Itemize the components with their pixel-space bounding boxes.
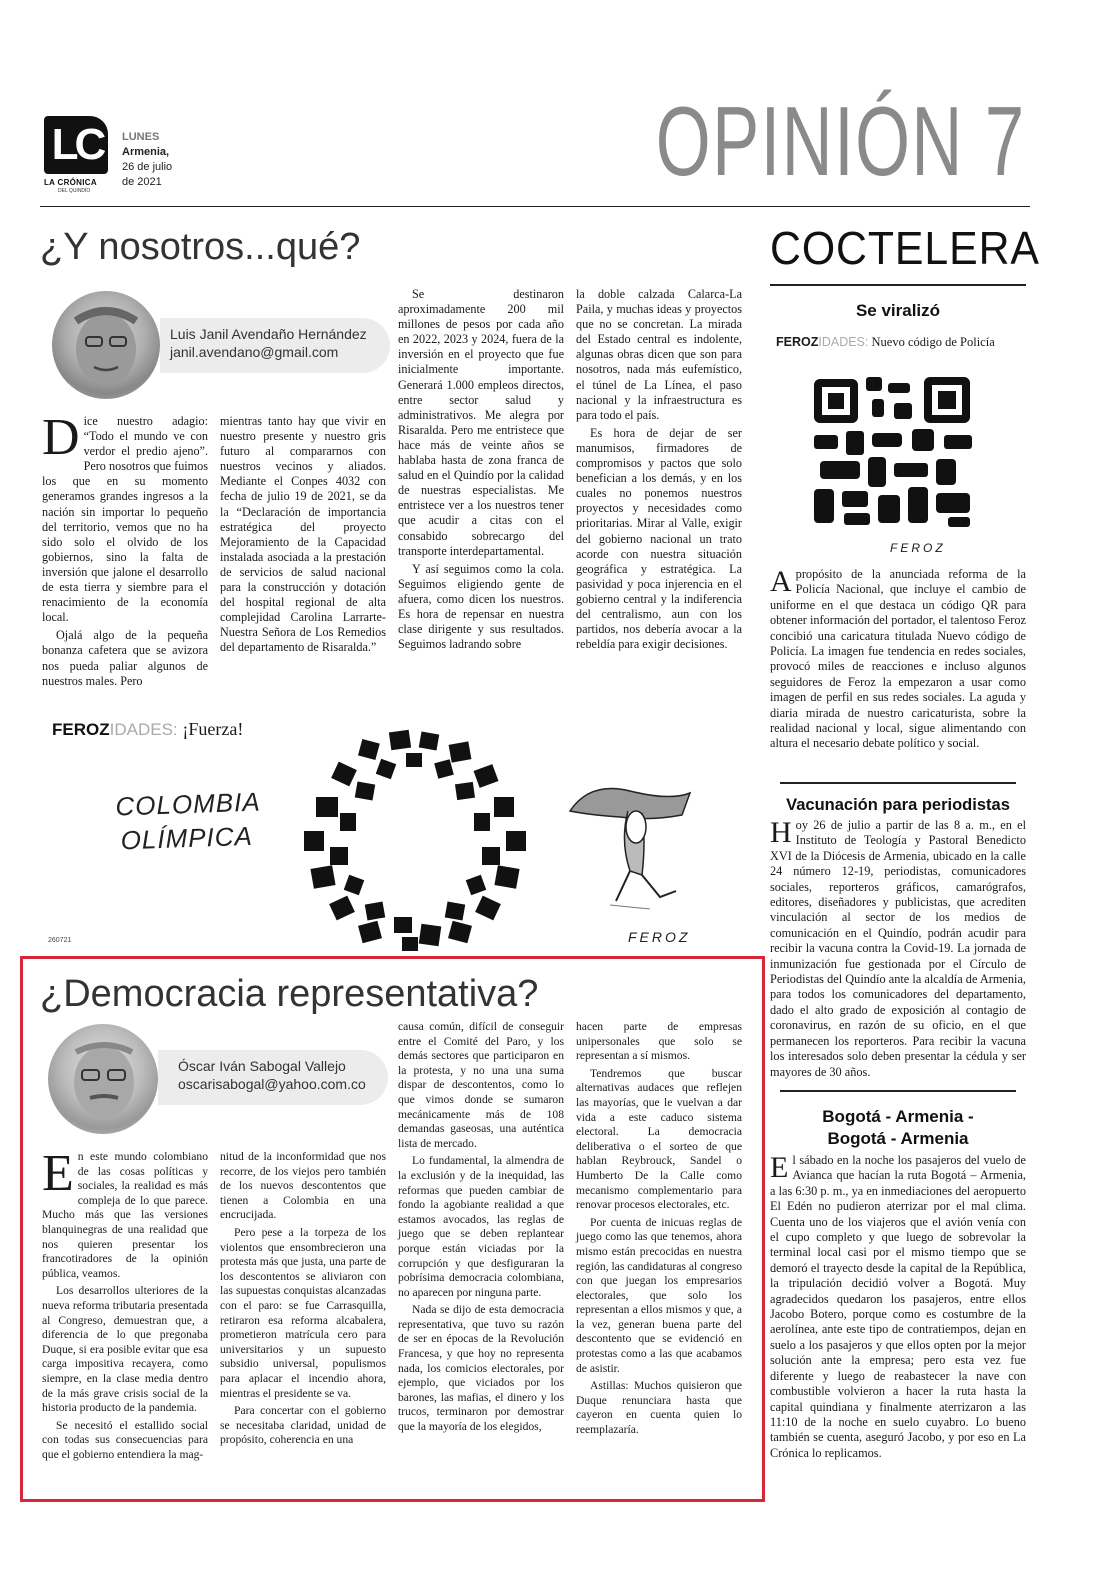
paragraph: Ojalá algo de la pequeña bonanza cafetera que se avizora nos pueda paliar algunos de nuestros males. Pero: [42, 628, 208, 688]
qr-code-icon: [808, 373, 978, 533]
paragraph: Es hora de dejar de ser manumisos, firmadores de compromisos y pactos que solo benefician a los demás, y en los cuales no ponemos nuestros proyectos y necesidades como prioritarias. Mirar al Valle, exigir del gobierno nacional un trato acorde con nuestra situación geográfica y estratégica. La pasividad y poca injerencia en el gobierno central y la indiferencia del centralismo, aun con los partidos, nos debería avocar a la rebeldía para exigir decisiones.: [576, 425, 742, 652]
article-1-dropcap: D: [42, 409, 80, 466]
cartoon-main: [40, 715, 762, 955]
sidebar-item-1-text: [770, 567, 1026, 752]
cartoon-label-line1: COLOMBIA: [114, 786, 262, 822]
paragraph: Los desarrollos ulteriores de la nueva reforma tributaria presentada al Congreso, demuestran que, a diferencia de lo que pregonaba Duque, si era posible evitar que esa carga impositiva recayera, como siempre, en la clase media dentro de la más grave crisis social de la historia producto de la pandemia.: [42, 1284, 208, 1415]
sidebar-divider-1: [780, 782, 1016, 784]
paragraph: Se destinaron aproximadamente 200 mil millones de pesos por cada año en 2022, 2023 y 2024, fuera de la inversión en el proyecto que fue inicialmente importante. Generará 1.000 empleos directos, entre sector salud y administrativos. Me alegra por Risaralda. Pero me entristece que hace más de veinte años se hablaba hasta de zona franca de salud en el Quindío por la calidad de nuestras especialistas. Me entristece ver a los nuestros tener que acudir a citas con el consabido sobrecargo del transporte interdepartamental.: [398, 287, 564, 558]
paragraph: nitud de la inconformidad que nos recorre, de los viejos pero también de los nuevos descontentos que tienen a Colombia en una encrucijada.: [220, 1150, 386, 1222]
paragraph: Y así seguimos como la cola. Seguimos eligiendo gente de afuera, como dicen los nuestros. Es hora de repensar en nuestra clase dirigente y sus resultados. Seguimos ladrando sobre: [398, 561, 564, 652]
date-line1: 26 de julio: [122, 161, 173, 173]
article-2-col-3: [398, 1020, 564, 1438]
paragraph: Se necesitó el estallido social con todas sus consecuencias para que el gobierno entendiera la mag-: [42, 1418, 208, 1461]
sidebar-title: COCTELERA: [770, 222, 1040, 274]
cartoon-label-line2: OLÍMPICA: [120, 820, 254, 856]
sidebar-item-2-body: oy 26 de julio a partir de las 8 a. m., en el Instituto de Teología y Pastoral Benedicto XVI de la Diócesis de Armenia, ubicado en la calle 24 número 12-19, periodistas, comunicadores sociales, reporteros gráficos, camarógrafos, editores, diseñadores y publicistas, que acrediten vinculación al sector de los medios de comunicación en el Quindío, podrán acudir para recibir la vacuna contra la Covid-19. La jornada de inmunización fue gestionada por el Círculo de Periodistas del Quindío ante la alcaldía de Armenia, para todos los comunicadores del departamento, dado el alto grado de exposición al contagio de coronavirus, en razón de su oficio, en el que permanecen los reporteros. Para recibir la vacuna los interesados solo deben presentar la cédula y ser mayores de 30 años.: [770, 818, 1026, 1079]
sidebar: [770, 215, 1040, 1505]
sidebar-item-1-title: Se viralizó: [855, 301, 941, 320]
logo-sub: DEL QUINDÍO: [58, 188, 91, 194]
author-2-email: oscarisabogal@yahoo.com.co: [178, 1076, 366, 1092]
article-2-col-1: [42, 1145, 208, 1465]
sidebar-item-1-dropcap: A: [770, 565, 792, 598]
paragraph: mientras tanto hay que vivir en nuestro presente y nuestro gris futuro al compararnos con nuestros vecinos y aliados. Mediante el Conpes 4032 con fecha de julio 19 de 2021, se da la “Declaración de importancia estratégica del proyecto Mejoramiento de la Capacidad instalada asociada a la prestación de servicios de salud nacional para la construcción y dotación del hospital regional de alta complejidad Carolina Larrarte-Nuestra Señora de Los Remedios del departamento de Risaralda.”: [220, 414, 386, 655]
date-city: Armenia,: [122, 146, 170, 158]
article-2-dropcap: E: [42, 1145, 74, 1202]
sidebar-item-3-title-line2: Bogotá - Armenia: [827, 1129, 969, 1148]
cartoon-code: 260721: [48, 937, 72, 944]
date-line2: de 2021: [122, 176, 162, 188]
paragraph: Tendremos que buscar alternativas audaces que reflejen las mayorías, que le vuelvan a dar vida a este caduco sistema electoral. La democracia deliberativa o el sorteo de que hablan Reybrouck, Sandel o Humberto De la Calle como mecanismo complementario para renovar procesos electorales, etc.: [576, 1066, 742, 1212]
feroz-brand-bold: FEROZ: [52, 720, 110, 739]
author-2-face-icon: [48, 1024, 158, 1134]
sidebar-item-1-caption: [776, 335, 1026, 350]
paragraph: Por cuenta de inicuas reglas de juego como las que tenemos, ahora mismo están precocidas en nuestra región, las candidaturas al congreso con que juegan los empresarios electorales, que solo los representan a ellos mismos y que, a la vez, generan buena parte del descontento que se evidenció en protestas como a las que acabamos de asistir.: [576, 1215, 742, 1375]
paragraph: la doble calzada Calarca-La Paila, y muchas ideas y proyectos que no se concretan. La mirada del Estado central es indolente, algunas obras dicen que son para nosotros, nada más eufemístico, el túnel de La Línea, el paso nacional y la infraestructura es para todo el país.: [576, 287, 742, 422]
article-1-headline: ¿Y nosotros...qué?: [40, 226, 361, 268]
section-title: OPINIÓN 7: [656, 86, 1026, 196]
feroz-brand-bold: FEROZ: [776, 335, 819, 349]
author-1-photo: [52, 291, 160, 399]
logo: [44, 116, 110, 196]
logo-letters: LC: [51, 120, 103, 169]
sidebar-item-3-title-line1: Bogotá - Armenia -: [822, 1107, 974, 1126]
sidebar-item-3-text: [770, 1153, 1026, 1461]
paragraph: ice nuestro adagio: “Todo el mundo ve con verdor el predio ajeno”. Pero nosotros que fuimos los que en su momento generamos grandes ingresos a la nación sin importar lo pequeño del territorio, vemos que no ha sido solo el olvido de los gobiernos, sino la falta de inversión que jalone el desarrollo de esta tierra y siembre para el renacimiento de la economía local.: [42, 414, 208, 625]
article-1: [40, 215, 762, 715]
paragraph: Nada se dijo de esta democracia representativa, que tuvo su razón de ser en épocas de la Revolución Francesa, y que hoy no representa nada, los comicios electorales, por ejemplo, que viciados por los barones, las mafias, el dinero y los trucos, terminaron por demostrar que la mayoría de los elegidos,: [398, 1303, 564, 1434]
masthead: [0, 0, 1104, 210]
runner-with-flag-icon: [550, 771, 740, 921]
paragraph: Astillas: Muchos quisieron que Duque renunciara hasta que cayeron en cuenta quien lo reemplazaría.: [576, 1379, 742, 1437]
article-2: [40, 962, 762, 1498]
author-2-name: Óscar Iván Sabogal Vallejo: [178, 1058, 346, 1074]
paragraph: Para concertar con el gobierno se necesitaba claridad, unidad de propósito, coherencia en una: [220, 1404, 386, 1447]
article-2-headline: ¿Democracia representativa?: [40, 973, 539, 1015]
date-day: LUNES: [122, 131, 160, 143]
article-2-col-4: [576, 1020, 742, 1441]
sidebar-title-rule: [770, 284, 1026, 286]
sidebar-item-3-title: [770, 1106, 1026, 1150]
feroz-brand-light: IDADES:: [818, 335, 869, 349]
masthead-rule: [40, 206, 1030, 207]
author-1-face-icon: [52, 291, 160, 399]
paragraph: Lo fundamental, la almendra de la exclusión y de la inequidad, las reformas que pueden cambiar de fondo la agobiante realidad a que estamos avocados, las reglas de juego que se deben replantear porque están viciadas por la corrupción y que desfiguraran la pobrísima democracia colombiana, no aparecen por ninguna parte.: [398, 1154, 564, 1299]
sidebar-divider-2: [780, 1090, 1016, 1092]
author-2-photo: [48, 1024, 158, 1134]
article-1-col-3: [398, 287, 564, 655]
author-1-name: Luis Janil Avendaño Hernández: [170, 326, 367, 342]
article-1-col-2: [220, 414, 386, 659]
sidebar-item-3-body: l sábado en la noche los pasajeros del vuelo de Avianca que hacían la ruta Bogotá – Armenia, a las 6:30 p. m., ya en inmediaciones del aeropuerto El Edén no pudieron aterrizar por el mal clima. Cuenta uno de los viajeros que el avión venía con el cupo completo y que luego de sobrevolar la terminal local casi por el mismo tiempo que se demoró el trayecto desde la capital de la República, la tripulación decidió volver a Bogotá. Muy agradecidos quedaron los pasajeros, entre ellos Jacobo Botero, porque como es costumbre de la aerolínea, ante este tipo de contratiempos, dejan en suelo a los pasajeros y que ellos opten por la mejor solución ante la empresa; pero esta vez fue diferente y luego de reabastecer la nave con combustible volvieron a hacer la ruta hasta la capital quindiana y finalmente aterrizaron a las 11:10 de la noche en suelo cuyabro. Lo bueno también se cuenta, aseguró Jacobo, y por eso en La Crónica lo replicamos.: [770, 1153, 1026, 1460]
cartoon-main-signature: FEROZ: [628, 929, 691, 945]
cartoon-main-caption: [52, 719, 243, 740]
paragraph: Pero pese a la torpeza de los violentos que ensombrecieron una protesta más que justa, una parte de los descontentos se aliviaron con las supuestas conquistas alcanzadas con el paro: se fue Carrasquilla, retiraron esa reforma alcabalera, prometieron matrícula cero para universitarios y un supuesto subsidio universal, populismos para aplacar el incendio ahora, mientras el presidente se va.: [220, 1225, 386, 1400]
cartoon-main-title: ¡Fuerza!: [182, 719, 244, 739]
sidebar-item-2-title: Vacunación para periodistas: [786, 796, 1010, 814]
cartoon-label: [115, 784, 263, 857]
sidebar-item-3-dropcap: E: [770, 1151, 789, 1184]
article-1-col-4: [576, 287, 742, 655]
olympic-emblem-icon: [290, 725, 540, 955]
feroz-brand-light: IDADES:: [109, 720, 178, 739]
author-1-email: janil.avendano@gmail.com: [170, 344, 339, 360]
sidebar-item-1-signature: FEROZ: [890, 541, 946, 555]
sidebar-item-1-body: propósito de la anunciada reforma de la Policía Nacional, que incluye el cambio de uniforme en el que destaca un código QR para obtener información del portador, el talentoso Feroz concibió una caricatura titulada Nuevo código de Policía. La imagen fue tendencia en redes sociales, provocó miles de reacciones e incluso algunos seguidores de Feroz la empezaron a usar como imagen de perfil en sus redes sociales. La aguda y diaria mirada de nuestro caricaturista, sobre la realidad nacional y local, sigue alimentando con altura el necesario debate político y social.: [770, 567, 1026, 751]
sidebar-item-2-text: [770, 818, 1026, 1080]
article-2-col-2: [220, 1150, 386, 1451]
date-block: [122, 130, 202, 190]
paragraph: causa común, difícil de conseguir entre el Comité del Paro, y los demás sectores que participaron en la protesta, y no una una suma dispar de descontentos, como lo que vimos donde se sumaron mecánicamente más de 108 demandas gaseosas, una auténtica lista de mercado.: [398, 1020, 564, 1150]
logo-name: LA CRÓNICA: [44, 178, 97, 187]
sidebar-item-2-dropcap: H: [770, 816, 792, 849]
caricature-title: Nuevo código de Policía: [871, 335, 995, 349]
paragraph: n este mundo colombiano de las cosas políticas y sociales, la realidad es más compleja de lo que parece. Mucho más que las versiones blanquinegras de una realidad que nos quieren presentar los francotiradores de la opinión pública, veamos.: [42, 1150, 208, 1280]
paragraph: hacen parte de empresas unipersonales que solo se representan a sí mismos.: [576, 1020, 742, 1063]
article-1-col-1: [42, 409, 208, 692]
